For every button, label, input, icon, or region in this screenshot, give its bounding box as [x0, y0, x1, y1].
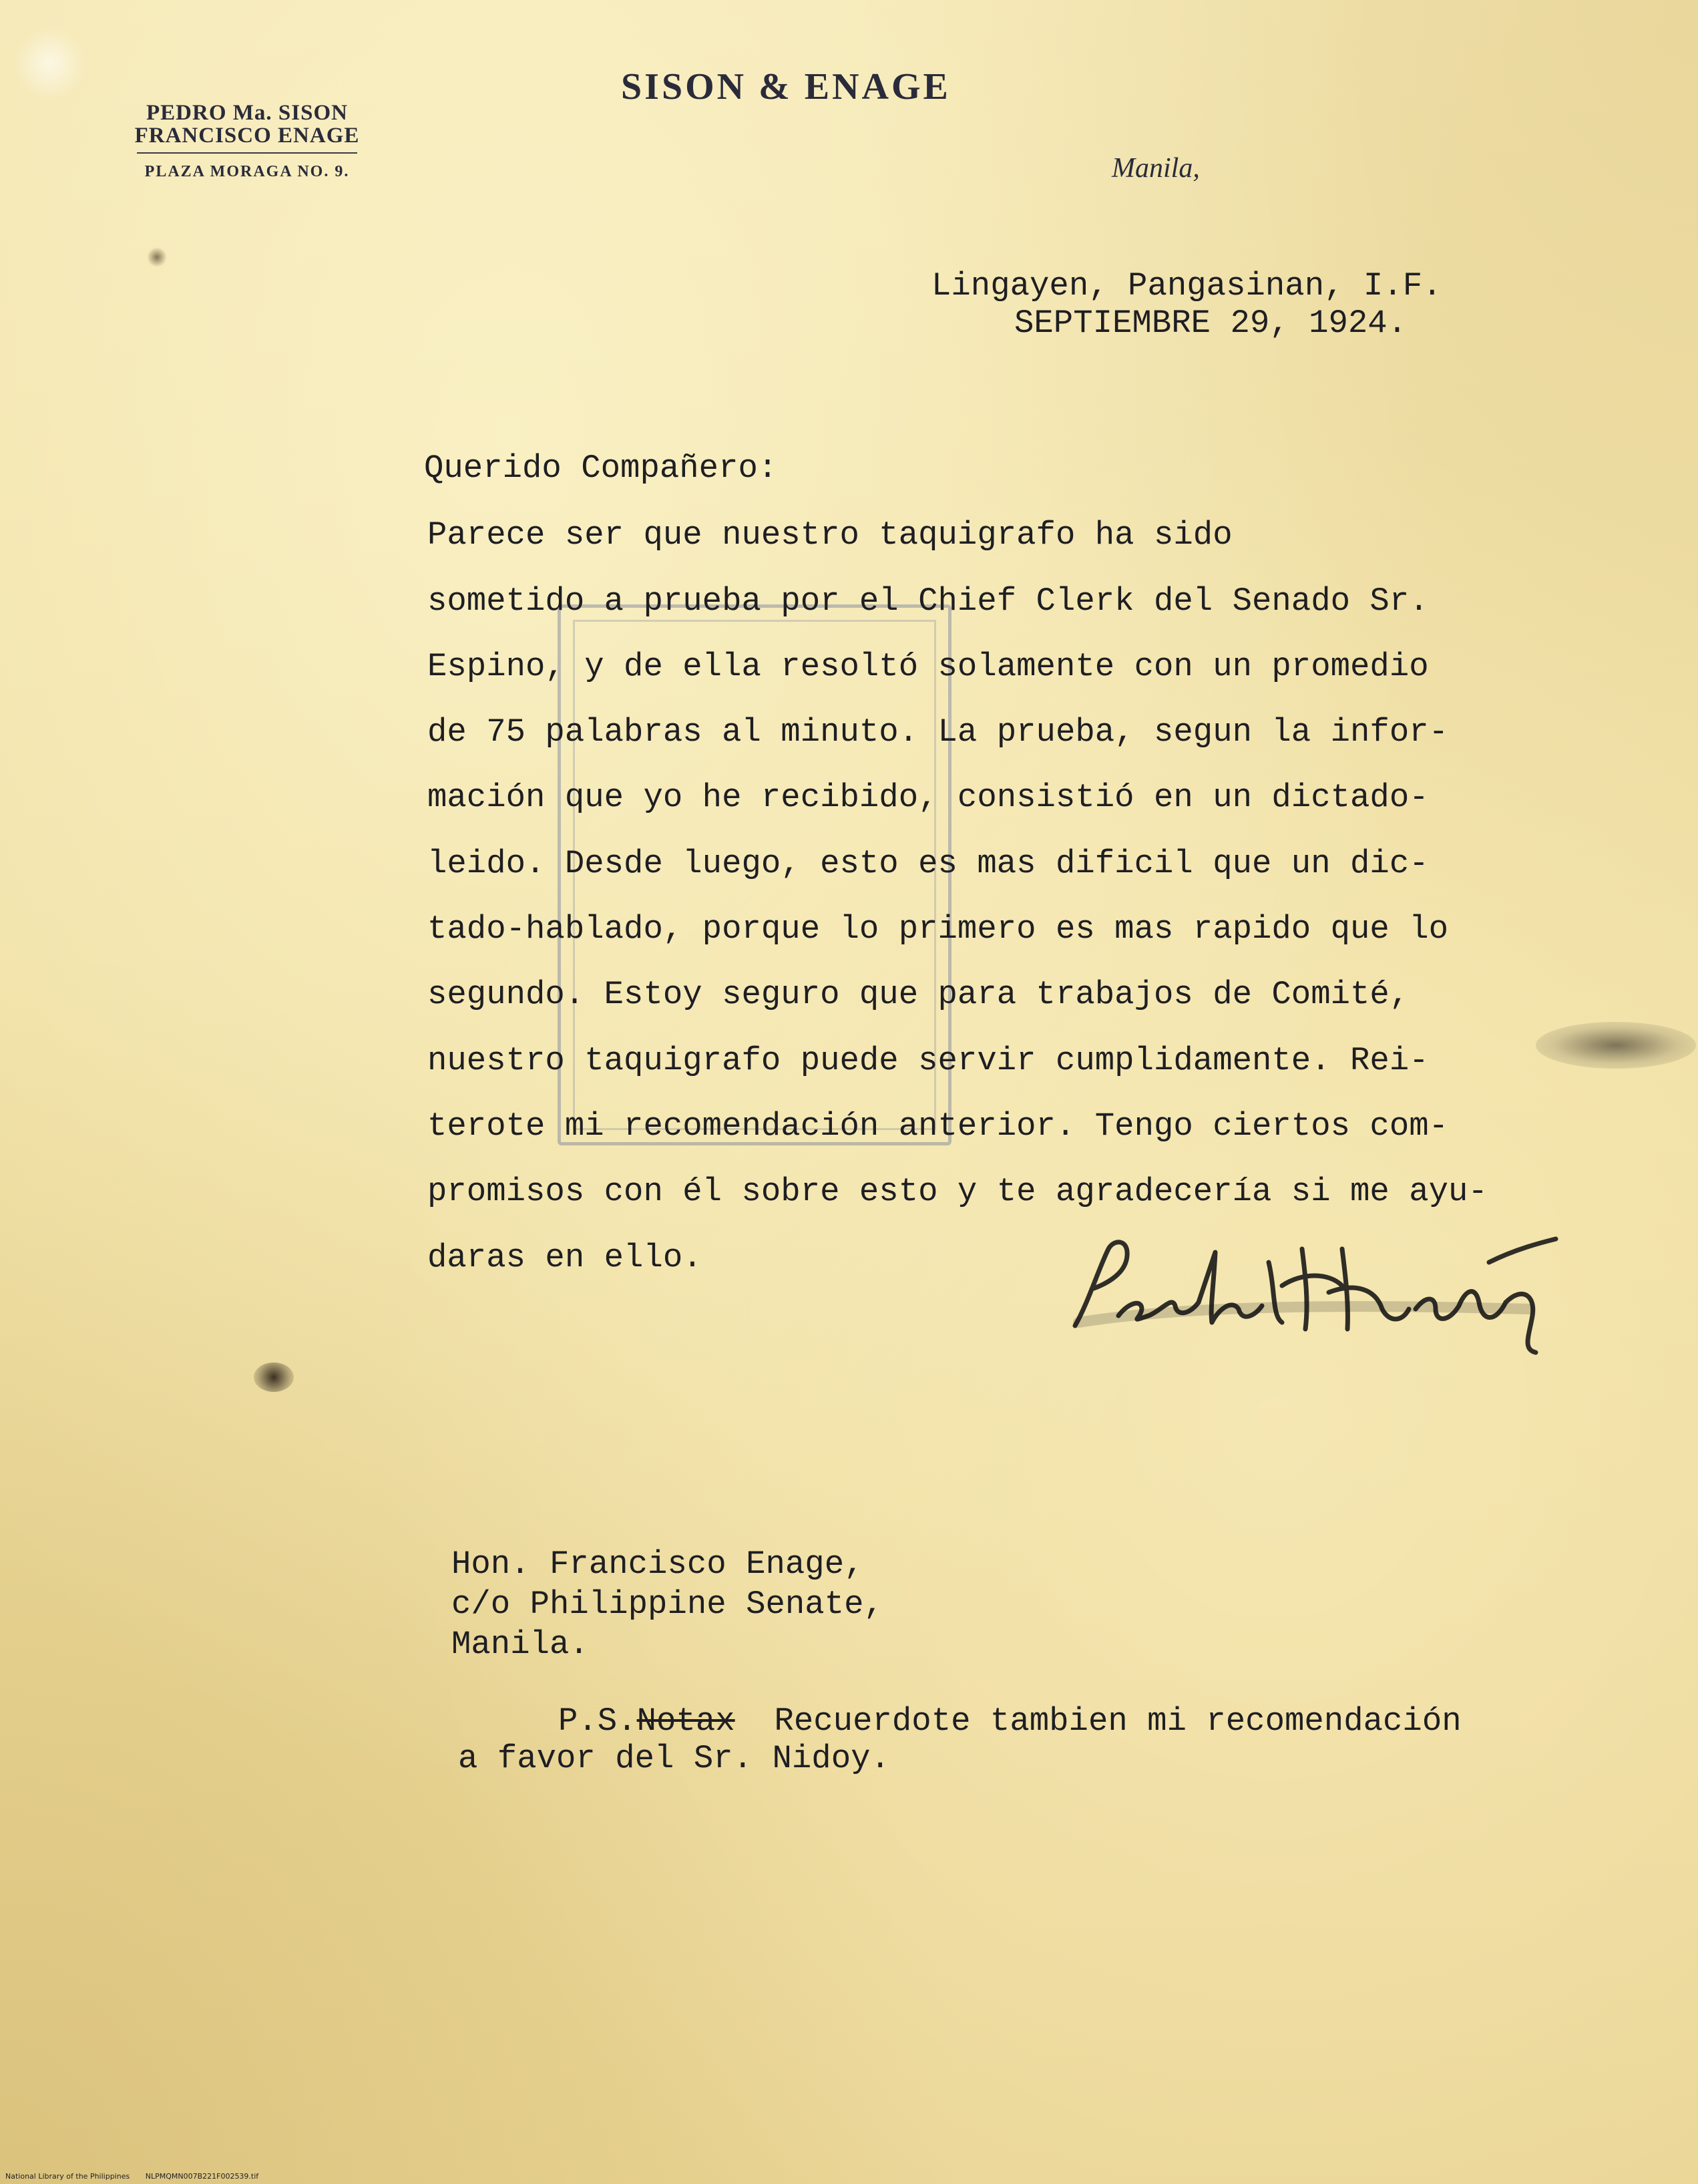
letterhead-rule — [137, 152, 357, 154]
body-line: tado-hablado, porque lo primero es mas rapido que lo — [427, 910, 1449, 948]
body-line: daras en ello. — [427, 1239, 702, 1276]
postscript-line — [458, 1702, 1462, 1740]
postscript-line: a favor del Sr. Nidoy. — [458, 1740, 890, 1777]
addressee-line: c/o Philippine Senate, — [451, 1586, 883, 1623]
signature-text: Pedro Ma Sison — [1068, 1332, 1217, 1354]
paper-stain — [1536, 1022, 1696, 1069]
footer-file-id: NLPMQMN007B221F002539.tif — [145, 2172, 259, 2181]
letter-date: SEPTIEMBRE 29, 1924. — [1014, 305, 1408, 342]
body-line: promisos con él sobre esto y te agradecería si me ayu- — [427, 1173, 1488, 1210]
letterhead-address: PLAZA MORAGA NO. 9. — [144, 163, 350, 180]
body-line: nuestro taquigrafo puede servir cumplidamente. Rei- — [427, 1042, 1429, 1079]
postscript — [458, 1702, 1462, 1777]
paper-stain — [13, 27, 87, 100]
addressee-block — [451, 1544, 883, 1664]
body-line: leido. Desde luego, esto es mas dificil que un dic- — [427, 845, 1429, 882]
body-line: de 75 palabras al minuto. La prueba, segun la infor- — [427, 713, 1449, 751]
body-line: sometido a prueba por el Chief Clerk del Senado Sr. — [427, 582, 1429, 620]
body-line: terote mi recomendación anterior. Tengo ciertos com- — [427, 1107, 1449, 1145]
struck-text: Notax — [636, 1702, 735, 1740]
letter-place: Lingayen, Pangasinan, I.F. — [931, 267, 1442, 305]
paper-stain — [254, 1362, 294, 1392]
footer-institution: National Library of the Philippines — [5, 2172, 130, 2181]
body-line: segundo. Estoy seguro que para trabajos de Comité, — [427, 976, 1410, 1013]
addressee-line: Manila. — [451, 1626, 589, 1663]
postscript-label: P.S. — [558, 1702, 637, 1740]
partner-name: FRANCISCO ENAGE — [134, 124, 360, 148]
addressee-line: Hon. Francisco Enage, — [451, 1545, 864, 1583]
letterhead-partners — [73, 102, 421, 183]
letter-date-block — [931, 267, 1442, 342]
firm-name: SISON & ENAGE — [621, 66, 951, 108]
partner-name: PEDRO Ma. SISON — [146, 101, 348, 125]
salutation: Querido Compañero: — [424, 449, 778, 487]
body-line: mación que yo he recibido, consistió en un dictado- — [427, 779, 1429, 816]
paper-stain — [147, 247, 167, 267]
body-line: Parece ser que nuestro taquigrafo ha sido — [427, 516, 1233, 554]
letterhead-city: Manila, — [1112, 153, 1200, 184]
body-line: Espino, y de ella resoltó solamente con un promedio — [427, 648, 1429, 685]
handwritten-signature — [1062, 1222, 1582, 1356]
scan-footer — [5, 2172, 272, 2181]
postscript-text: Recuerdote tambien mi recomendación — [774, 1702, 1462, 1740]
